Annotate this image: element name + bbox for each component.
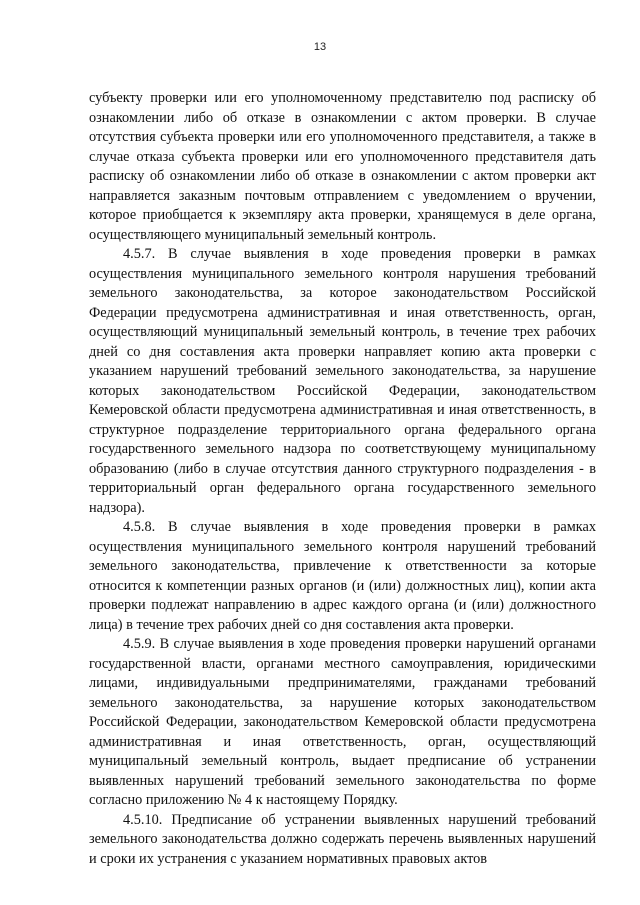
- page-number: 13: [313, 41, 327, 53]
- document-body: [89, 89, 596, 869]
- paragraph-4-5-9: 4.5.9. В случае выявления в ходе проведения проверки нарушений органами государственной власти, органами местного самоуправления, юридическими лицами, индивидуальными предпринимателями, гражданами требований земельного законодательства, за нарушение которых законодательством Российской Федерации, законодательством Кемеровской области предусмотрена административная и иная ответственность, орган, осуществляющий муниципальный земельный контроль, выдает предписание об устранении выявленных нарушений требований земельного законодательства по форме согласно приложению № 4 к настоящему Порядку.: [89, 636, 596, 808]
- paragraph-4-5-8: 4.5.8. В случае выявления в ходе проведения проверки в рамках осуществления муниципального земельного контроля нарушений требований земельного законодательства, привлечение к ответственности за которые относится к компетенции разных органов (и (или) должностных лиц), копии акта проверки подлежат направлению в адрес каждого органа (и (или) должностного лица) в течение трех рабочих дней со дня составления акта проверки.: [89, 519, 596, 633]
- paragraph-continuation: субъекту проверки или его уполномоченному представителю под расписку об ознакомлении либо об отказе в ознакомлении с актом проверки. В случае отсутствия субъекта проверки или его уполномоченного представителя, а также в случае отказа субъекта проверки или его уполномоченного представителя дать расписку об ознакомлении либо об отказе в ознакомлении с актом проверки акт направляется заказным почтовым отправлением с уведомлением о вручении, которое приобщается к экземпляру акта проверки, хранящемуся в деле органа, осуществляющего муниципальный земельный контроль.: [89, 90, 596, 243]
- paragraph-4-5-10: 4.5.10. Предписание об устранении выявленных нарушений требований земельного законодательства должно содержать перечень выявленных нарушений и сроки их устранения с указанием нормативных правовых актов: [89, 811, 596, 867]
- paragraph-4-5-7: 4.5.7. В случае выявления в ходе проведения проверки в рамках осуществления муниципального земельного контроля нарушения требований земельного законодательства, за которое законодательством Российской Федерации предусмотрена административная и иная ответственность, орган, осуществляющий муниципальный земельный контроль, в течение трех рабочих дней со дня составления акта проверки направляет копию акта проверки с указанием нарушений требований земельного законодательства, за нарушение которых законодательством Российской Федерации, законодательством Кемеровской области предусмотрена административная и иная ответственность, в структурное подразделение территориального органа федерального органа государственного земельного надзора по соответствующему муниципальному образованию (либо в случае отсутствия данного структурного подразделения - в территориальный орган федерального органа государственного земельного надзора).: [89, 246, 596, 516]
